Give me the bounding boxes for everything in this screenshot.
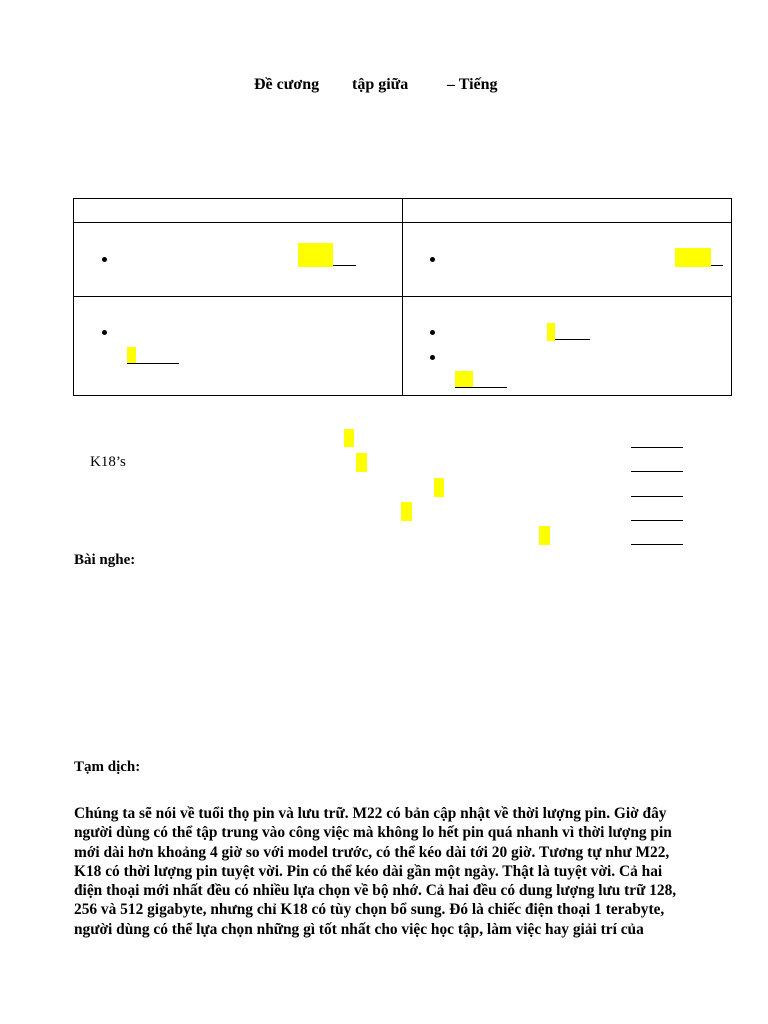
- answer-blank: [555, 339, 590, 340]
- k18-label: K18’s: [90, 454, 126, 470]
- translation-heading: Tạm dịch:: [74, 759, 141, 775]
- paragraph-line: người dùng có thể tập trung vào công việc mà không lo hết pin quá nhanh vì thời lượng pin: [74, 824, 672, 842]
- paragraph-line: mới dài hơn khoảng 4 giờ so với model trước, có thể kéo dài tới 20 giờ. Tương tự như M22,: [74, 843, 670, 861]
- highlight-blank: [127, 347, 136, 364]
- answer-blank: [631, 496, 683, 497]
- highlight-blank: [401, 502, 412, 521]
- answer-blank: [711, 265, 723, 266]
- title-part-1: Đề cương: [254, 76, 320, 93]
- answer-blank: [455, 387, 507, 388]
- highlight-blank: [539, 526, 550, 545]
- answer-blank: [127, 363, 179, 364]
- highlight-blank: [344, 429, 354, 447]
- bullet-point: [430, 355, 435, 360]
- title-part-3: – Tiếng: [447, 76, 498, 93]
- highlight-blank: [547, 323, 555, 341]
- listening-heading: Bài nghe:: [74, 552, 136, 568]
- paragraph-line: điện thoại mới nhất đều có nhiều lựa chọn về bộ nhớ. Cả hai đều có dung lượng lưu trữ 128,: [74, 882, 677, 900]
- highlight-blank: [298, 243, 333, 267]
- paragraph-line: người dùng có thể lựa chọn những gì tốt nhất cho việc học tập, làm việc hay giải trí của: [74, 920, 644, 938]
- highlight-blank: [455, 371, 473, 388]
- translation-paragraph: [74, 804, 734, 939]
- bullet-point: [430, 257, 435, 262]
- paragraph-line: 256 và 512 gigabyte, nhưng chỉ K18 có tùy chọn bổ sung. Đó là chiếc điện thoại 1 terabyte,: [74, 901, 665, 919]
- table-border-left: [73, 198, 74, 396]
- table-border-right: [731, 198, 732, 396]
- answer-blank: [631, 544, 683, 545]
- bullet-point: [102, 330, 107, 335]
- bullet-point: [102, 257, 107, 262]
- paragraph-line: Chúng ta sẽ nói về tuổi thọ pin và lưu trữ. M22 có bản cập nhật về thời lượng pin. Giờ đây: [74, 805, 667, 822]
- title-part-2: tập giữa: [352, 76, 409, 93]
- answer-blank: [631, 471, 683, 472]
- highlight-blank: [434, 478, 444, 497]
- answer-blank: [631, 447, 683, 448]
- paragraph-line: K18 có thời lượng pin tuyệt vời. Pin có thể kéo dài gần một ngày. Thật là tuyệt vời. Cả hai: [74, 862, 663, 880]
- table-column-divider: [402, 198, 403, 396]
- document-title: [0, 76, 768, 96]
- answer-blank: [333, 265, 356, 266]
- highlight-blank: [356, 453, 367, 472]
- highlight-blank: [675, 248, 711, 267]
- answer-blank: [631, 520, 683, 521]
- bullet-point: [430, 330, 435, 335]
